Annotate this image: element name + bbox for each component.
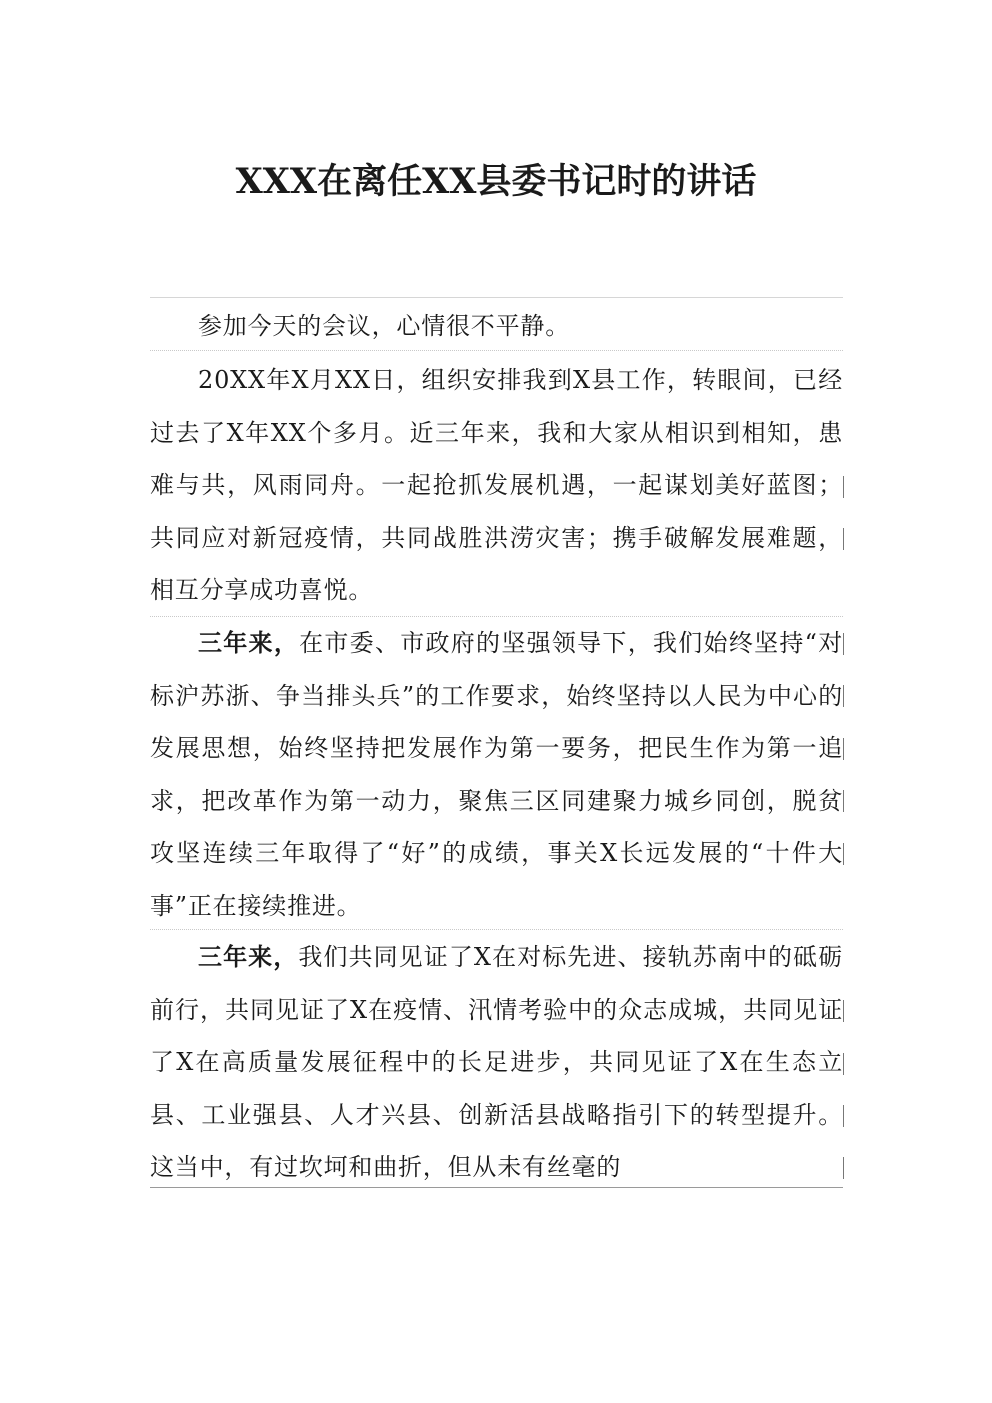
- margin-mark: [843, 843, 844, 865]
- margin-mark: [843, 476, 844, 498]
- margin-mark: [843, 528, 844, 550]
- margin-mark: [843, 685, 844, 707]
- paragraph-4-text: 我们共同见证了X在对标先进、接轨苏南中的砥砺前行，共同见证了X在疫情、汛情考验中的众志成城，共同见证了X在高质量发展征程中的长足进步，共同见证了X在生态立县、工业强县、人才兴县、创新活县战略指引下的转型提升。这当中，有过坎坷和曲折，但从未有丝毫的: [150, 943, 843, 1182]
- margin-mark: [843, 1053, 844, 1075]
- margin-mark: [843, 738, 844, 760]
- paragraph-2: [150, 354, 843, 617]
- margin-mark: [843, 1157, 844, 1179]
- paragraph-4-lead: 三年来，: [198, 942, 299, 971]
- paragraph-3-lead: 三年来，: [198, 628, 300, 657]
- paragraph-separator: [150, 929, 843, 930]
- document-title: XXX在离任XX县委书记时的讲话: [235, 161, 757, 202]
- paragraph-separator: [150, 350, 843, 351]
- paragraph-4: [150, 931, 843, 1187]
- margin-mark: [843, 790, 844, 812]
- margin-mark: [843, 1105, 844, 1127]
- paragraph-3: [150, 617, 843, 933]
- paragraph-1-text: 参加今天的会议，心情很不平静。: [198, 312, 570, 340]
- paragraph-1: [150, 300, 843, 352]
- margin-mark: [843, 1000, 844, 1022]
- document-body: [150, 297, 843, 1188]
- paragraph-2-text: 20XX年X月XX日，组织安排我到X县工作，转眼间，已经过去了X年XX个多月。近三年来，我和大家从相识到相知，患难与共，风雨同舟。一起抢抓发展机遇，一起谋划美好蓝图；共同应对新冠疫情，共同战胜洪涝灾害；携手破解发展难题，相互分享成功喜悦。: [150, 366, 843, 605]
- margin-mark: [843, 633, 844, 655]
- paragraph-3-text: 在市委、市政府的坚强领导下，我们始终坚持“对标沪苏浙、争当排头兵”的工作要求，始终坚持以人民为中心的发展思想，始终坚持把发展作为第一要务，把民生作为第一追求，把改革作为第一动力，聚焦三区同建聚力城乡同创，脱贫攻坚连续三年取得了“好”的成绩，事关X长远发展的“十件大事”正在接续推进。: [150, 629, 843, 920]
